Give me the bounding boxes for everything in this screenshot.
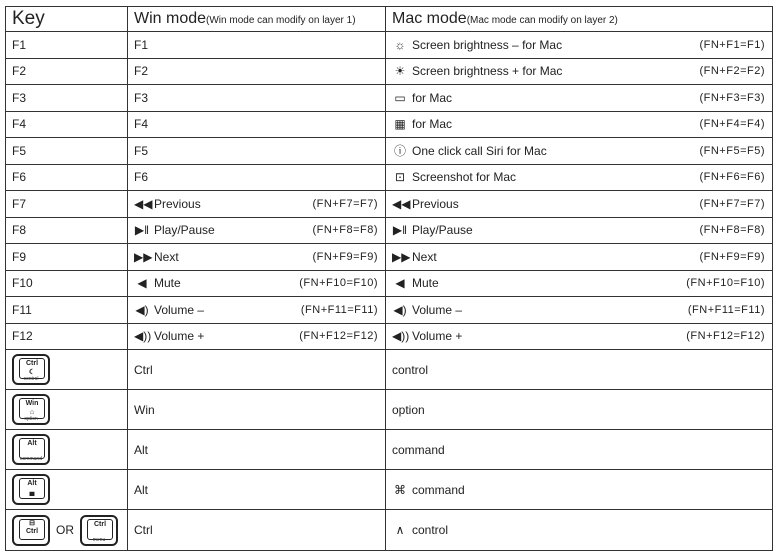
mac-cell [386,191,773,218]
alt-key-icon: Alt command [12,434,50,465]
siri-icon: ⓘ [393,144,406,159]
mac-label: Previous [412,196,459,211]
table-row [6,350,773,390]
fn-combo: (FN+F11=F11) [687,303,765,316]
win-label: F1 [134,37,149,52]
table-row [6,270,773,297]
win-label: Volume + [154,329,205,344]
mac-label: Next [412,249,437,264]
win-label: F3 [134,90,149,105]
win-cell [128,217,386,244]
win-label: F2 [134,64,149,79]
key-cell: F12 [6,323,128,350]
play-pause-icon: ▶‖ [392,223,408,238]
table-row [6,32,773,59]
table-row [6,430,773,470]
ctrl-key-icon: ⊟ Ctrl [12,515,50,546]
ctrl-key-icon: Ctrl ☾ control [12,354,50,385]
fn-combo: (FN+F3=F3) [699,91,765,104]
fn-combo: (FN+F10=F10) [299,277,378,290]
brightness-down-icon: ☼ [394,37,406,52]
fn-combo: (FN+F7=F7) [699,197,765,210]
mac-label: Screen brightness + for Mac [412,64,563,79]
fn-combo: (FN+F9=F9) [699,250,765,263]
fn-combo: (FN+F1=F1) [699,38,765,51]
next-icon: ▶▶ [392,249,411,264]
fn-combo: (FN+F9=F9) [312,250,378,263]
win-cell [128,323,386,350]
table-row [6,244,773,271]
win-label: Previous [154,196,201,211]
win-cell [128,244,386,271]
mac-cell [386,217,773,244]
volume-up-icon: ◀)) [392,329,410,344]
mac-label: command [412,482,465,497]
volume-up-icon: ◀)) [134,329,152,344]
table-row [6,217,773,244]
fn-combo: (FN+F7=F7) [312,197,378,210]
mac-cell: ∧ control [386,510,773,551]
table-row [6,138,773,165]
win-cell [128,138,386,165]
screenshot-icon: ⊡ [394,170,406,185]
fn-combo: (FN+F6=F6) [699,171,765,184]
mac-label: Mute [412,276,439,291]
win-label: Volume – [154,302,205,317]
key-cell: F11 [6,297,128,324]
win-cell [128,191,386,218]
next-icon: ▶▶ [134,249,153,264]
function-key-rows [6,32,773,350]
win-label: Next [154,249,179,264]
mac-cell [386,164,773,191]
mac-cell [386,297,773,324]
mac-label: Play/Pause [412,223,473,238]
fn-combo: (FN+F12=F12) [299,330,378,343]
mac-cell [386,32,773,59]
table-row [6,323,773,350]
table-row [6,191,773,218]
key-cell: F9 [6,244,128,271]
table-row [6,58,773,85]
mac-mode-column-header: Mac mode(Mac mode can modify on layer 2) [386,7,773,32]
function-key-table [5,6,773,551]
table-row [6,470,773,510]
mac-label: Volume + [412,329,463,344]
mac-cell [386,430,773,470]
ctrl-menu-key-icon: Ctrl menu [80,515,118,546]
fn-combo: (FN+F5=F5) [699,144,765,157]
alt-key-icon: Alt ▄ [12,474,50,505]
win-key-icon: Win ⌂ option [12,394,50,425]
mac-cell [386,270,773,297]
win-label: F6 [134,170,149,185]
fn-combo: (FN+F10=F10) [686,277,765,290]
mac-cell [386,244,773,271]
mute-icon: ◀ [395,276,405,291]
mac-label: command [392,442,445,457]
table-row [6,390,773,430]
launchpad-icon: ▦ [394,117,406,132]
mac-label: for Mac [412,90,453,105]
mac-cell [386,350,773,390]
key-cell [6,430,128,470]
table-row [6,164,773,191]
win-cell [128,111,386,138]
fn-combo: (FN+F12=F12) [686,330,765,343]
volume-down-icon: ◀) [135,302,149,317]
previous-icon: ◀◀ [392,196,411,211]
win-cell [128,164,386,191]
mac-cell [386,470,773,510]
caret-icon: ∧ [395,523,405,537]
mute-icon: ◀ [137,276,147,291]
win-cell [128,58,386,85]
key-cell [6,510,128,551]
mac-cell [386,111,773,138]
table-row [6,297,773,324]
last-key-row-group [6,510,773,551]
play-pause-icon: ▶‖ [134,223,150,238]
or-label: OR [56,523,74,537]
win-cell [128,32,386,59]
win-cell: Alt [128,470,386,510]
mac-label: One click call Siri for Mac [412,144,547,159]
mac-label: Screenshot for Mac [412,170,517,185]
mac-cell [386,58,773,85]
win-cell [128,85,386,112]
mac-cell [386,138,773,165]
win-cell: Alt [128,430,386,470]
key-cell: F3 [6,85,128,112]
volume-down-icon: ◀) [393,302,407,317]
win-cell: Win [128,390,386,430]
win-label: Mute [154,276,181,291]
key-cell: F2 [6,58,128,85]
table-row [6,510,773,551]
mac-label: control [392,362,429,377]
key-cell: F1 [6,32,128,59]
win-label: F5 [134,143,149,158]
key-cell: F5 [6,138,128,165]
modifier-key-rows [6,350,773,510]
mac-label: Volume – [412,302,463,317]
mac-cell [386,323,773,350]
key-column-header: Key [6,7,128,32]
win-cell: Ctrl [128,510,386,551]
command-icon: ⌘ [394,482,406,497]
table-row [6,111,773,138]
win-cell: Ctrl [128,350,386,390]
fn-combo: (FN+F11=F11) [300,303,378,316]
mac-label: for Mac [412,117,453,132]
mac-cell [386,85,773,112]
table-row [6,85,773,112]
key-cell [6,350,128,390]
previous-icon: ◀◀ [134,196,153,211]
key-cell [6,470,128,510]
mission-control-icon: ▭ [394,90,406,105]
win-cell [128,297,386,324]
key-cell: F10 [6,270,128,297]
fn-combo: (FN+F8=F8) [699,224,765,237]
win-cell [128,270,386,297]
fn-combo: (FN+F8=F8) [312,224,378,237]
win-label: F4 [134,117,149,132]
fn-combo: (FN+F2=F2) [699,65,765,78]
mac-label: Screen brightness – for Mac [412,37,563,52]
key-cell: F6 [6,164,128,191]
brightness-up-icon: ☀ [394,64,406,79]
key-cell: F4 [6,111,128,138]
key-cell: F8 [6,217,128,244]
mac-label: option [392,402,425,417]
win-mode-column-header: Win mode(Win mode can modify on layer 1) [128,7,386,32]
fn-combo: (FN+F4=F4) [699,118,765,131]
win-label: Play/Pause [154,223,215,238]
table-header-row [6,7,773,32]
key-cell: F7 [6,191,128,218]
mac-cell [386,390,773,430]
key-cell [6,390,128,430]
